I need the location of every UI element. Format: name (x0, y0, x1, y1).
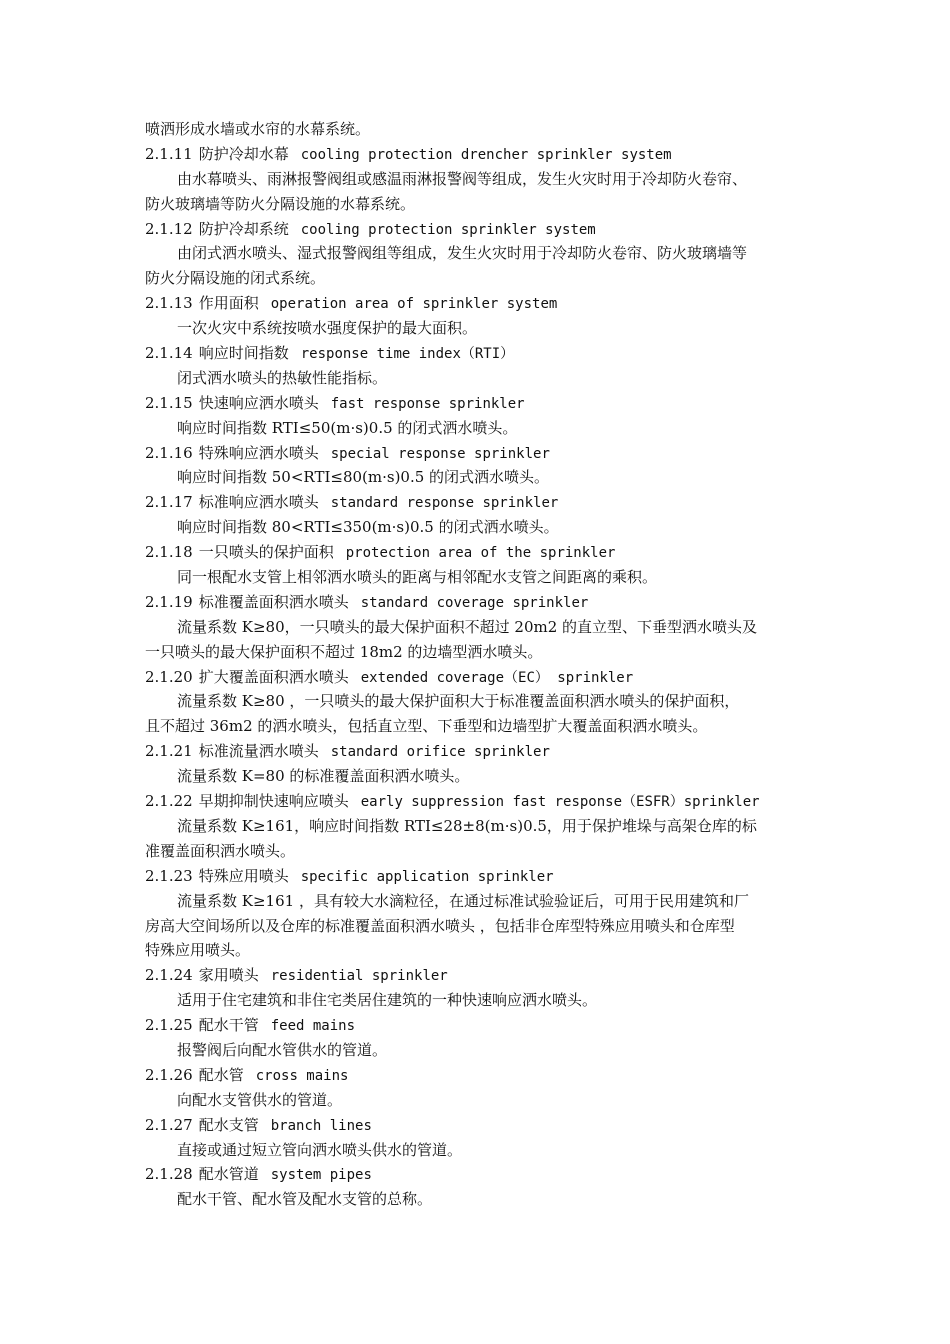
term-definition-line: 同一根配水支管上相邻洒水喷头的距离与相邻配水支管之间距离的乘积。 (177, 568, 658, 587)
term-number: 2.1.22 (145, 792, 193, 811)
term-definition-line: 一次火灾中系统按喷水强度保护的最大面积。 (177, 319, 478, 338)
term-english: cooling protection drencher sprinkler system (300, 146, 672, 163)
term-heading (145, 490, 817, 515)
term-chinese: 作用面积 (198, 294, 259, 313)
term-number: 2.1.25 (145, 1016, 193, 1035)
term-chinese: 配水管 (198, 1065, 244, 1084)
term-definition-line: 流量系数 K≥80 ，一只喷头的最大保护面积大于标准覆盖面积洒水喷头的保护面积， (177, 692, 740, 711)
term-chinese: 家用喷头 (198, 966, 259, 985)
term-definition-line: 且不超过 36m2 的洒水喷头，包括直立型、下垂型和边墙型扩大覆盖面积洒水喷头。 (145, 717, 708, 736)
term-english: extended coverage（EC） sprinkler (360, 669, 634, 686)
term-english: residential sprinkler (270, 968, 448, 985)
term-heading (145, 739, 817, 764)
term-definition-line: 报警阀后向配水管供水的管道。 (177, 1040, 388, 1059)
term-definition-line: 由闭式洒水喷头、湿式报警阀组等组成，发生火灾时用于冷却防火卷帘、防火玻璃墙等 (177, 244, 748, 263)
term-definition-line: 防火玻璃墙等防火分隔设施的水幕系统。 (145, 194, 416, 213)
term-number: 2.1.23 (145, 866, 193, 885)
term-chinese: 扩大覆盖面积洒水喷头 (198, 667, 349, 686)
term-english: special response sprinkler (330, 445, 550, 462)
term-english: standard response sprinkler (330, 495, 559, 512)
term-heading (145, 963, 817, 988)
term-definition-line: 闭式洒水喷头的热敏性能指标。 (177, 368, 388, 387)
term-heading (145, 1162, 817, 1187)
term-definition-line: 响应时间指数 RTI≤50(m·s)0.5 的闭式洒水喷头。 (177, 418, 518, 437)
term-heading (145, 217, 817, 242)
term-heading (145, 540, 817, 565)
term-number: 2.1.27 (145, 1115, 193, 1134)
term-english: system pipes (270, 1167, 372, 1184)
term-heading (145, 789, 817, 814)
document-page (145, 117, 817, 1212)
term-chinese: 一只喷头的保护面积 (198, 543, 334, 562)
term-heading (145, 341, 817, 366)
term-heading (145, 1013, 817, 1038)
term-english: branch lines (270, 1117, 372, 1134)
term-definition-line: 流量系数 K≥161，响应时间指数 RTI≤28±8(m·s)0.5，用于保护堆垛与高架仓库的标 (177, 816, 757, 835)
term-number: 2.1.13 (145, 294, 193, 313)
term-english: fast response sprinkler (330, 395, 525, 412)
term-number: 2.1.12 (145, 219, 193, 238)
term-chinese: 配水干管 (198, 1016, 259, 1035)
term-chinese: 标准覆盖面积洒水喷头 (198, 592, 349, 611)
term-english: standard orifice sprinkler (330, 744, 550, 761)
term-heading (145, 665, 817, 690)
term-heading (145, 441, 817, 466)
term-number: 2.1.15 (145, 393, 193, 412)
term-chinese: 防护冷却系统 (198, 219, 289, 238)
term-chinese: 特殊响应洒水喷头 (198, 443, 319, 462)
term-definition-line: 由水幕喷头、雨淋报警阀组或感温雨淋报警阀等组成，发生火灾时用于冷却防火卷帘、 (177, 169, 748, 188)
term-number: 2.1.21 (145, 742, 193, 761)
term-chinese: 特殊应用喷头 (198, 866, 289, 885)
term-heading (145, 1113, 817, 1138)
term-chinese: 标准响应洒水喷头 (198, 493, 319, 512)
term-number: 2.1.16 (145, 443, 193, 462)
term-number: 2.1.26 (145, 1065, 193, 1084)
term-definition-line: 响应时间指数 50<RTI≤80(m·s)0.5 的闭式洒水喷头。 (177, 468, 550, 487)
term-list (145, 142, 817, 1212)
term-number: 2.1.11 (145, 144, 193, 163)
term-definition-line: 一只喷头的最大保护面积不超过 18m2 的边墙型洒水喷头。 (145, 642, 543, 661)
term-number: 2.1.20 (145, 667, 193, 686)
term-number: 2.1.19 (145, 592, 193, 611)
term-definition-line: 准覆盖面积洒水喷头。 (145, 841, 296, 860)
term-number: 2.1.24 (145, 966, 193, 985)
term-definition-line: 特殊应用喷头。 (145, 941, 251, 960)
term-heading (145, 590, 817, 615)
term-heading (145, 864, 817, 889)
term-english: specific application sprinkler (300, 868, 554, 885)
term-chinese: 配水管道 (198, 1165, 259, 1184)
term-definition-line: 流量系数 K≥80，一只喷头的最大保护面积不超过 20m2 的直立型、下垂型洒水喷头及 (177, 617, 758, 636)
term-english: feed mains (270, 1018, 356, 1035)
intro-line: 喷洒形成水墙或水帘的水幕系统。 (145, 120, 371, 138)
term-number: 2.1.14 (145, 344, 193, 363)
term-english: cooling protection sprinkler system (300, 221, 596, 238)
term-english: standard coverage sprinkler (360, 594, 589, 611)
term-definition-line: 适用于住宅建筑和非住宅类居住建筑的一种快速响应洒水喷头。 (177, 991, 598, 1010)
term-definition-line: 配水干管、配水管及配水支管的总称。 (177, 1190, 433, 1209)
term-definition-line: 流量系数 K≥161 ，具有较大水滴粒径，在通过标准试验验证后，可用于民用建筑和厂 (177, 891, 749, 910)
term-english: response time index（RTI） (300, 346, 515, 363)
term-english: cross mains (255, 1067, 349, 1084)
term-english: operation area of sprinkler system (270, 296, 558, 313)
term-definition-line: 防火分隔设施的闭式系统。 (145, 269, 326, 288)
term-number: 2.1.17 (145, 493, 193, 512)
term-definition-line: 向配水支管供水的管道。 (177, 1090, 343, 1109)
term-definition-line: 响应时间指数 80<RTI≤350(m·s)0.5 的闭式洒水喷头。 (177, 518, 559, 537)
term-english: early suppression fast response（ESFR）sprinkler (360, 794, 760, 811)
term-chinese: 配水支管 (198, 1115, 259, 1134)
term-heading (145, 391, 817, 416)
term-heading (145, 1063, 817, 1088)
term-chinese: 快速响应洒水喷头 (198, 393, 319, 412)
term-definition-line: 房高大空间场所以及仓库的标准覆盖面积洒水喷头 ，包括非仓库型特殊应用喷头和仓库型 (145, 916, 735, 935)
term-definition-line: 流量系数 K=80 的标准覆盖面积洒水喷头。 (177, 767, 470, 786)
term-chinese: 防护冷却水幕 (198, 144, 289, 163)
term-chinese: 标准流量洒水喷头 (198, 742, 319, 761)
term-definition-line: 直接或通过短立管向洒水喷头供水的管道。 (177, 1140, 463, 1159)
term-heading (145, 291, 817, 316)
term-chinese: 早期抑制快速响应喷头 (198, 792, 349, 811)
term-heading (145, 142, 817, 167)
term-number: 2.1.18 (145, 543, 193, 562)
term-english: protection area of the sprinkler (345, 545, 616, 562)
term-chinese: 响应时间指数 (198, 344, 289, 363)
term-number: 2.1.28 (145, 1165, 193, 1184)
